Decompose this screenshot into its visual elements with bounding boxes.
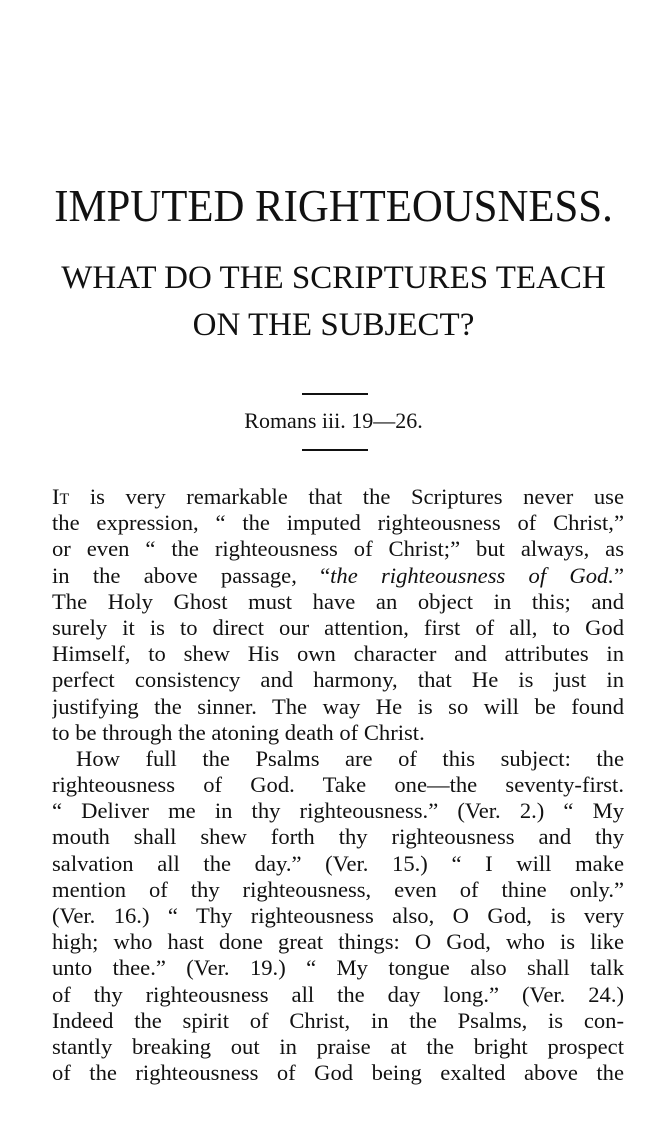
body-text [52, 484, 624, 1086]
text-line: How full the Psalms are of this subject: the [76, 745, 624, 771]
text-line: mention of thy righteousness, even of thine only.” [52, 876, 624, 902]
text-line: Indeed the spirit of Christ, in the Psalms, is con- [52, 1007, 624, 1033]
divider-bottom [302, 449, 368, 451]
text-line: righteousness of God. Take one—the seventy-first. [52, 772, 624, 798]
text-line: (Ver. 16.) “ Thy righteousness also, O God, is very [52, 903, 624, 928]
text-line: of the righteousness of God being exalted above the [52, 1060, 624, 1086]
page-subtitle [0, 255, 667, 349]
text-line: the expression, “ the imputed righteousness of Christ,” [52, 510, 624, 536]
text-line: The Holy Ghost must have an object in this; and [52, 588, 624, 614]
subtitle-line-1: WHAT DO THE SCRIPTURES TEACH [61, 260, 606, 296]
scripture-reference: Romans iii. 19—26. [244, 408, 423, 433]
text-line: unto thee.” (Ver. 19.) “ My tongue also shall talk [52, 955, 624, 981]
divider-top [302, 393, 368, 395]
text-line: to be through the atoning death of Christ. [52, 719, 425, 745]
text-line: It is very remarkable that the Scriptures never use [52, 484, 624, 509]
text-line: of thy righteousness all the day long.” (Ver. 24.) [52, 981, 624, 1007]
text-line: high; who hast done great things: O God, who is like [52, 929, 624, 955]
text-line: in the above passage, “the righteousness of God.” [52, 562, 624, 588]
text-line: perfect consistency and harmony, that He is just in [52, 667, 624, 693]
text-line: salvation all the day.” (Ver. 15.) “ I will make [52, 850, 624, 876]
italic-phrase: the righteousness of God. [330, 562, 614, 588]
text-line: justifying the sinner. The way He is so will be found [52, 693, 624, 719]
subtitle-line-2: ON THE SUBJECT? [192, 307, 475, 343]
text-line: stantly breaking out in praise at the bright prospect [52, 1033, 624, 1059]
text-line: or even “ the righteousness of Christ;” but always, as [52, 536, 624, 562]
opening-word: It [52, 484, 70, 509]
text-line: “ Deliver me in thy righteousness.” (Ver. 2.) “ My [52, 798, 624, 824]
page-title: IMPUTED RIGHTEOUSNESS. [54, 180, 613, 231]
text-line: surely it is to direct our attention, first of all, to God [52, 614, 624, 640]
text-line: Himself, to shew His own character and attributes in [52, 641, 624, 667]
text-line: mouth shall shew forth thy righteousness and thy [52, 824, 624, 850]
